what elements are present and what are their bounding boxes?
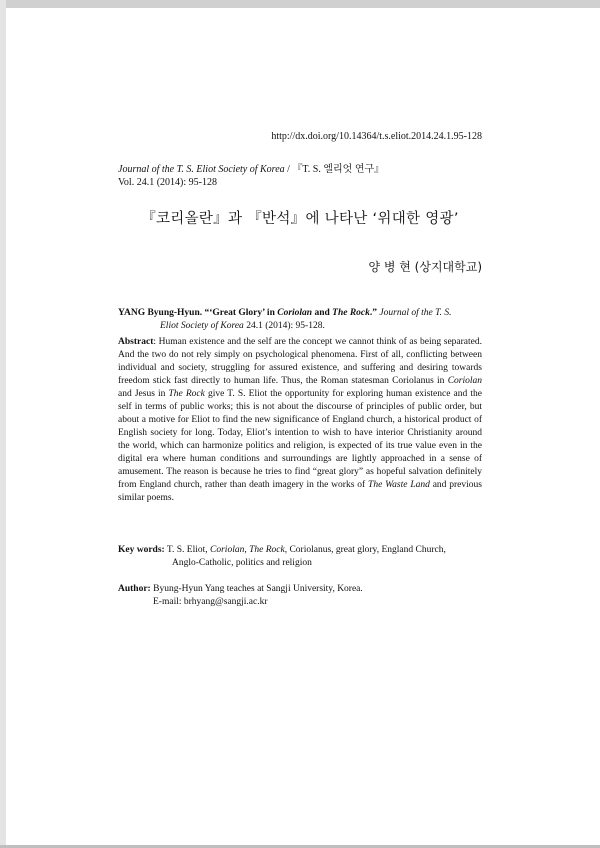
journal-name: Journal of the T. S. Eliot Society of Korea [118, 164, 285, 175]
author-email[interactable]: E-mail: brhyang@sangji.ac.kr [153, 597, 268, 607]
citation-journal-2: Eliot Society of Korea [160, 321, 244, 331]
citation-and: and [312, 308, 333, 318]
author-info [118, 583, 482, 609]
citation-journal-1: Journal of the T. S. [379, 308, 452, 318]
citation-work1: Coriolan [277, 308, 313, 318]
author-info-label: Author: [118, 584, 151, 594]
citation-rest: 24.1 (2014): 95-128. [243, 321, 325, 331]
journal-separator: / [284, 164, 293, 175]
journal-name-line [118, 163, 384, 176]
paper-title: 『코리올란』과 『반석』에 나타난 ‘위대한 영광’ [141, 211, 459, 227]
abstract [118, 336, 482, 505]
citation-q2: .” [369, 308, 380, 318]
journal-info [118, 163, 384, 189]
scan-edge-left [0, 0, 6, 848]
citation-line-1 [118, 307, 482, 320]
abstract-italic-3: The Waste Land [368, 480, 430, 490]
abstract-label: Abstract [118, 337, 154, 347]
author-info-text: Byung-Hyun Yang teaches at Sangji University, Korea. [150, 584, 363, 594]
abstract-text-3: give T. S. Eliot the opportunity for exploring human existence and the self in terms of public works; this is not about the discourse of principles of public order, but about a motive for Eliot to find the new significance of England church, a historical product of English society for long. Today, Eliot’s intention to wish to have interior Christianity around the world, which can harmonize politics and religion, is expected of its true value even in the digital era where human conditions and surroundings are lightly approached in a sense of amusement. The reason is because he tries to find “great glory” as hopeful salvation definitely from England church, rather than death imagery in the works of [118, 389, 482, 490]
keywords [118, 544, 482, 570]
abstract-italic-2: The Rock [168, 389, 205, 399]
keywords-italic: Coriolan, The Rock, [210, 545, 288, 555]
paper-author: 양 병 현 (상지대학교) [368, 260, 482, 274]
scan-edge-top [0, 0, 600, 8]
citation-q1: “‘Great Glory’ in [202, 308, 278, 318]
citation-line-2 [118, 320, 482, 333]
keywords-line-1 [118, 544, 482, 557]
journal-volume: Vol. 24.1 (2014): 95-128 [118, 177, 217, 188]
keywords-text-1: T. S. Eliot, [164, 545, 211, 555]
citation-work2: The Rock [332, 308, 370, 318]
citation-name: YANG Byung-Hyun. [118, 308, 203, 318]
citation [118, 307, 482, 333]
keywords-label: Key words: [118, 545, 165, 555]
abstract-italic-1: Coriolan [447, 376, 482, 386]
abstract-text-2: and Jesus in [118, 389, 169, 399]
keywords-text-2: Coriolanus, great glory, England Church, [287, 545, 446, 555]
keywords-line-2: Anglo-Catholic, politics and religion [172, 558, 312, 568]
abstract-text-4: and previous similar poems. [118, 480, 482, 503]
author-info-line-1 [118, 583, 482, 596]
abstract-text-1: : Human existence and the self are the concept we cannot think of as being separated. And the two do not rely simply on psychological phenomena. First of all, conflicting between individual and society, struggling for assured existence, and suffering and desiring towards freedom stick fast directly to human life. Thus, the Roman statesman Coriolanus in [118, 337, 482, 386]
journal-korean-name: 『T. S. 엘리엇 연구』 [292, 164, 385, 175]
doi-link[interactable]: http://dx.doi.org/10.14364/t.s.eliot.2014.24.1.95-128 [271, 131, 482, 142]
